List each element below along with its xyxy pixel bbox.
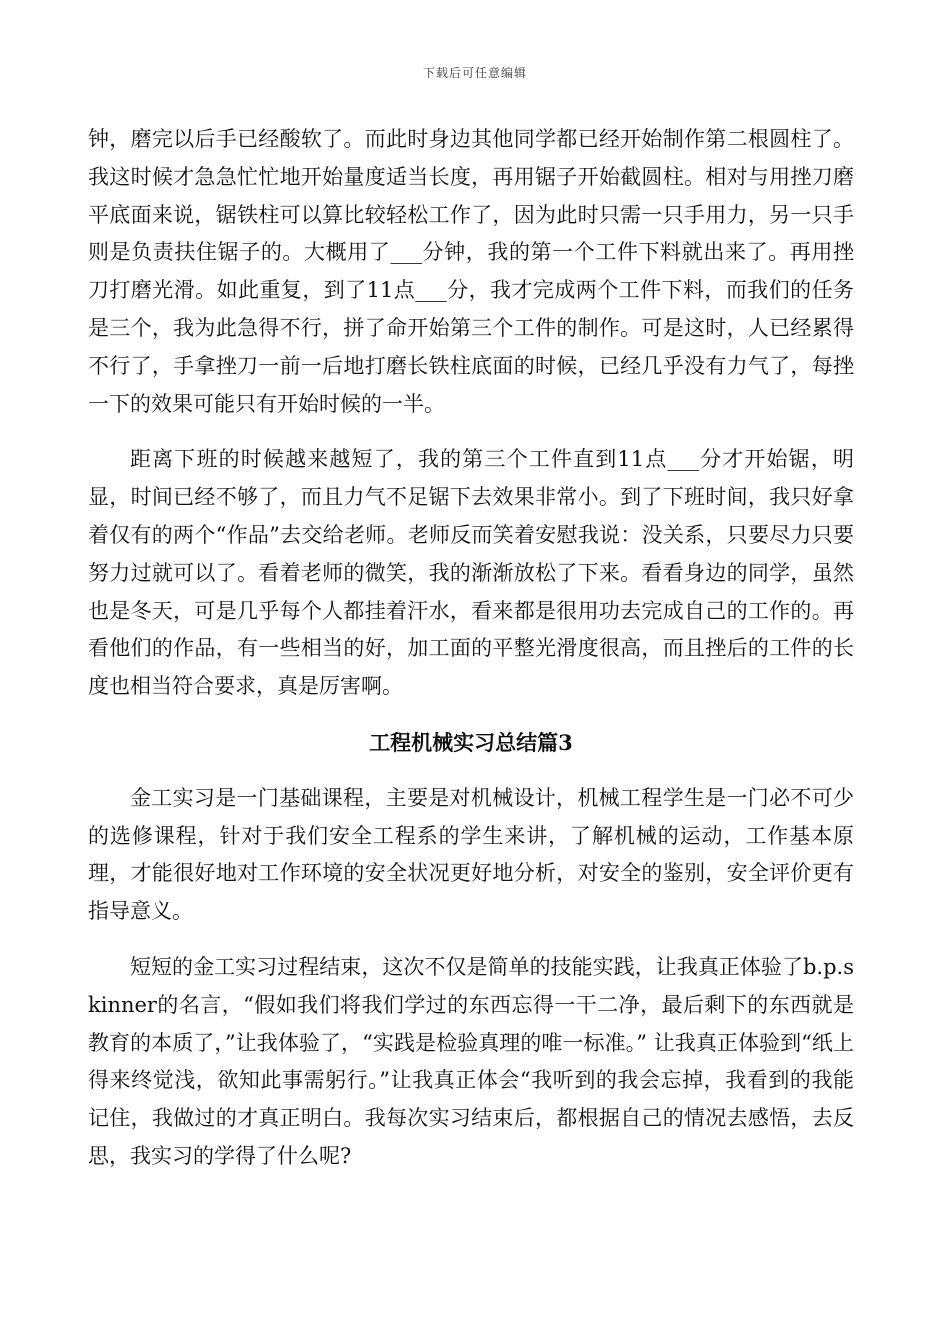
- page-header: 下载后可任意编辑: [422, 66, 527, 80]
- paragraph-gap: [88, 706, 854, 724]
- paragraph-continued: 钟，磨完以后手已经酸软了。而此时身边其他同学都已经开始制作第二根圆柱了。我这时候才急急忙忙地开始量度适当长度，再用锯子开始截圆柱。相对与用挫刀磨平底面来说，锯铁柱可以算比较轻松工作了，因为此时只需一只手用力，另一只手则是负责扶住锯子的。大概用了___分钟，我的第一个工件下料就出来了。再用挫刀打磨光滑。如此重复，到了11点___分，我才完成两个工件下料，而我们的任务是三个，我为此急得不行，拼了命开始第三个工件的制作。可是这时，人已经累得不行了，手拿挫刀一前一后地打磨长铁柱底面的时候，已经几乎没有力气了，每挫一下的效果可能只有开始时候的一半。: [88, 127, 854, 416]
- paragraph: 短短的金工实习过程结束，这次不仅是简单的技能实践，让我真正体验了b.p.skinner的名言，“假如我们将我们学过的东西忘得一干二净，最后剩下的东西就是教育的本质了，”让我体验了，“实践是检验真理的唯一标准。” 让我真正体验到“纸上得来终觉浅，欲知此事需躬行。”让我真正体会“我听到的我会忘掉，我看到的我能记住，我做过的才真正明白。我每次实习结束后，都根据自己的情况去感悟，去反思，我实习的学得了什么呢?: [88, 954, 854, 1168]
- document-body: [88, 121, 854, 1176]
- section-title: 工程机械实习总结篇3: [369, 729, 573, 755]
- paragraph: 距离下班的时候越来越短了，我的第三个工件直到11点___分才开始锯，明显，时间已经不够了，而且力气不足锯下去效果非常小。到了下班时间，我只好拿着仅有的两个“作品”去交给老师。老师反而笑着安慰我说：没关系，只要尽力只要努力过就可以了。看着老师的微笑，我的渐渐放松了下来。看看身边的同学，虽然也是冬天，可是几乎每个人都挂着汗水，看来都是很用功去完成自己的工作的。再看他们的作品，有一些相当的好，加工面的平整光滑度很高，而且挫后的工件的长度也相当符合要求，真是厉害啊。: [88, 447, 854, 699]
- paragraph-gap: [88, 423, 854, 441]
- paragraph: 金工实习是一门基础课程，主要是对机械设计，机械工程学生是一门必不可少的选修课程，针对于我们安全工程系的学生来讲，了解机械的运动，工作基本原理，才能很好地对工作环境的安全状况更好地分析，对安全的鉴别，安全评价更有指导意义。: [88, 785, 854, 924]
- paragraph-gap: [88, 762, 854, 780]
- paragraph-gap: [88, 931, 854, 949]
